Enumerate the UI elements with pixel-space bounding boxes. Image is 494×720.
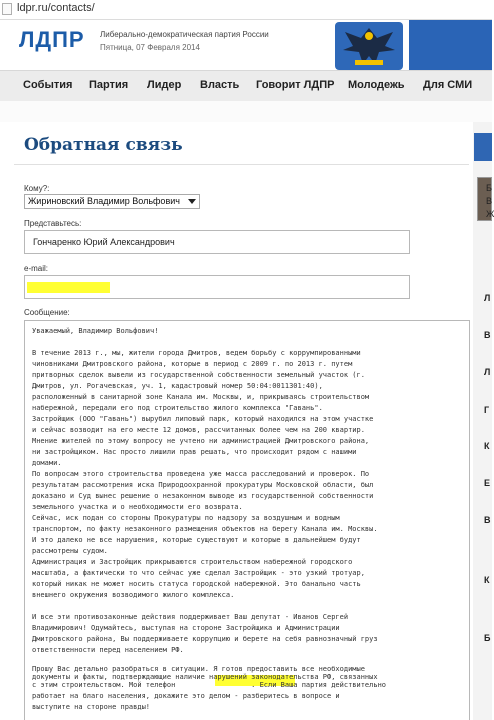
message-line: выступите на стороне правды! — [32, 703, 151, 711]
nav-item-power[interactable]: Власть — [200, 79, 240, 91]
message-line: работает на благо населения, докажите это делом - разберитесь в вопросе и — [32, 692, 340, 700]
message-line: По вопросам этого строительства проведена уже масса расследований и проверок. По — [32, 470, 370, 478]
message-line: с этим строительством. Мой телефон . Если Ваша партия действительно — [32, 681, 387, 689]
message-line: который никак не может носить статуса городской набережной. Это банально часть — [32, 580, 361, 588]
nav-item-party[interactable]: Партия — [89, 79, 129, 91]
main-nav — [0, 70, 492, 102]
nav-shadow — [0, 101, 492, 122]
chevron-down-icon — [188, 199, 196, 204]
sidebar-link[interactable]: К — [484, 575, 490, 585]
message-line: масштаба, а фактически то что сейчас уже сделал Застройщик - это узкий тротуар, — [32, 569, 365, 577]
email-input[interactable] — [24, 275, 410, 299]
sidebar-link[interactable]: В — [484, 330, 491, 340]
message-line: И это далеко не все нарушения, которые существуют и которые в дальнейшем будут — [32, 536, 361, 544]
site-logo[interactable]: ЛДПР — [19, 27, 85, 52]
message-line: Владимирович! Одумайтесь, выступая на стороне Застройщика и Администрации — [32, 624, 340, 632]
message-line: транспортом, по факту незаконного размещения объектов на берегу Канала им. Москвы. — [32, 525, 378, 533]
message-line: Прошу Вас детально разобраться в ситуации. Я готов предоставить все необходимые — [32, 665, 365, 673]
page-icon — [2, 3, 12, 15]
page-title: Обратная связь — [24, 135, 183, 155]
message-line: Уважаемый, Владимир Вольфович! — [32, 327, 159, 335]
recipient-select[interactable] — [24, 194, 200, 209]
message-line: Застройщик (ООО "Гавань") вырубил липовый парк, который находился на этом участке — [32, 415, 374, 423]
to-label: Кому?: — [24, 184, 50, 193]
address-bar[interactable] — [0, 0, 492, 20]
sidebar-link[interactable]: К — [484, 441, 490, 451]
message-line: В течение 2013 г., мы, жители города Дмитров, ведем борьбу с коррумпированными — [32, 349, 361, 357]
message-line: ни застройщиком. Нас просто лишили прав решать, что происходит рядом с нашими — [32, 448, 357, 456]
sidebar-letter: В — [486, 196, 493, 206]
sidebar-link[interactable]: Г — [484, 405, 490, 415]
address-url[interactable]: ldpr.ru/contacts/ — [17, 2, 95, 14]
title-divider — [14, 164, 469, 165]
message-line: чиновниками Дмитровского района, которые в период с 2009 г. по 2013 г. путем — [32, 360, 353, 368]
message-label: Сообщение: — [24, 308, 70, 317]
nav-item-press[interactable]: Для СМИ — [423, 79, 473, 91]
message-line: притворных сделок вывели из государственной собственности земельный участок (г. — [32, 371, 365, 379]
nav-item-ldpr-says[interactable]: Говорит ЛДПР — [256, 79, 335, 91]
message-line: Дмитровского района, Вы поддерживаете коррупцию и берете на себя равнозначный груз — [32, 635, 378, 643]
message-line: домами. — [32, 459, 62, 467]
sidebar-link[interactable]: В — [484, 515, 491, 525]
sidebar-link[interactable]: Л — [484, 367, 491, 377]
current-date: Пятница, 07 Февраля 2014 — [100, 43, 200, 52]
message-line: Сейчас, иск подан со стороны Прокуратуры по надзору за воздушным и водным — [32, 514, 340, 522]
message-line: и сейчас возводит на его месте 12 домов, рассчитанных более чем на 200 квартир. — [32, 426, 365, 434]
message-line: набережной, передали его под строительство жилого комплекса "Гавань". — [32, 404, 323, 412]
sidebar-letter: Ж — [486, 209, 494, 219]
party-name: Либерально-демократическая партия России — [100, 30, 269, 39]
eagle-emblem-icon — [331, 20, 407, 72]
sidebar-letter: Б — [486, 183, 492, 193]
name-input[interactable]: Гончаренко Юрий Александрович — [24, 230, 410, 254]
email-redaction — [27, 282, 110, 293]
message-line: земельного участка и о необходимости его возврата. — [32, 503, 243, 511]
nav-item-youth[interactable]: Молодежь — [348, 79, 405, 91]
message-line: внешнего окружения возводимого жилого комплекса. — [32, 591, 235, 599]
message-line: Администрация и Застройщик прикрываются строительством набережной городского — [32, 558, 353, 566]
message-line: результатам рассмотрения иска Природоохранной прокуратуры Московской области, был — [32, 481, 374, 489]
message-line: Мнение жителей по этому вопросу не учтено ни администрацией Дмитровского района, — [32, 437, 370, 445]
message-line: расположенный в санитарной зоне Канала им. Москвы, и, прикрываясь строительством — [32, 393, 370, 401]
nav-item-events[interactable]: События — [23, 79, 73, 91]
message-line: доказано и Суд вынес решение о незаконном выводе из государственной собственности — [32, 492, 374, 500]
sidebar-link[interactable]: Б — [484, 633, 491, 643]
sidebar-link[interactable]: Е — [484, 478, 491, 488]
message-line: Дмитров, ул. Рогачевская, уч. 1, кадастровый номер 50:04:0011301:40), — [32, 382, 323, 390]
sidebar-link[interactable]: Л — [484, 293, 491, 303]
message-line: И все эти противозаконные действия поддерживает Ваш депутат - Иванов Сергей — [32, 613, 349, 621]
nav-item-leader[interactable]: Лидер — [147, 79, 182, 91]
sidebar-header — [474, 133, 492, 161]
name-label: Представьтесь: — [24, 219, 82, 228]
email-label: e-mail: — [24, 264, 49, 273]
header-banner — [409, 20, 492, 70]
message-line: документы и факты, подтверждающие наличие нарушений законодательства РФ, связанных — [32, 673, 378, 681]
recipient-value: Жириновский Владимир Вольфович — [28, 196, 180, 206]
message-line: рассмотрены судом. — [32, 547, 108, 555]
message-line: ответственности перед населением РФ. — [32, 646, 184, 654]
